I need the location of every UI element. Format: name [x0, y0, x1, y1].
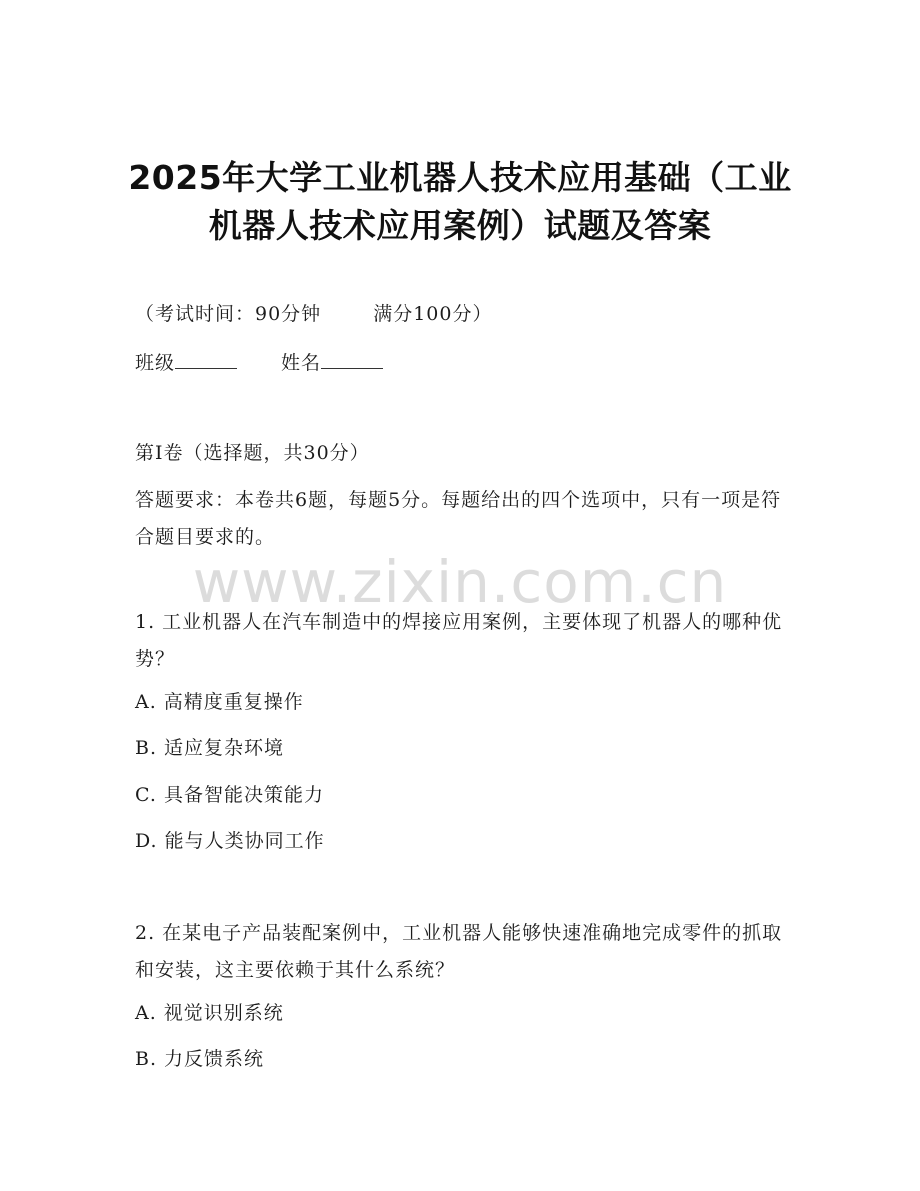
exam-full-score: 满分100分）	[373, 303, 493, 325]
question-2-stem: 2. 在某电子产品装配案例中，工业机器人能够快速准确地完成零件的抓取和安装，这主要依赖于其什么系统？	[135, 922, 783, 981]
question-1-option-d: D. 能与人类协同工作	[135, 830, 325, 852]
class-label: 班级	[135, 352, 176, 374]
page-title-line-2: 机器人技术应用案例）试题及答案	[208, 206, 712, 245]
question-1-option-b: B. 适应复杂环境	[135, 737, 285, 759]
name-blank[interactable]	[321, 350, 383, 369]
question-1-stem: 1. 工业机器人在汽车制造中的焊接应用案例，主要体现了机器人的哪种优势？	[135, 611, 783, 670]
exam-time: （考试时间：90分钟	[135, 303, 322, 325]
question-1-option-c: C. 具备智能决策能力	[135, 784, 324, 806]
watermark: www.zixin.com.cn	[192, 548, 728, 616]
question-2-option-a: A. 视觉识别系统	[135, 1002, 284, 1024]
student-fields	[135, 350, 383, 375]
page-title-line-1: 2025年大学工业机器人技术应用基础（工业	[128, 158, 792, 197]
name-label: 姓名	[281, 352, 322, 374]
class-blank[interactable]	[175, 350, 237, 369]
question-2-option-b: B. 力反馈系统	[135, 1048, 265, 1070]
question-1-option-a: A. 高精度重复操作	[135, 691, 304, 713]
answer-requirement: 答题要求：本卷共6题，每题5分。每题给出的四个选项中，只有一项是符合题目要求的。	[135, 489, 782, 548]
exam-info	[135, 302, 492, 326]
section-heading: 第Ⅰ卷（选择题，共30分）	[135, 442, 370, 464]
